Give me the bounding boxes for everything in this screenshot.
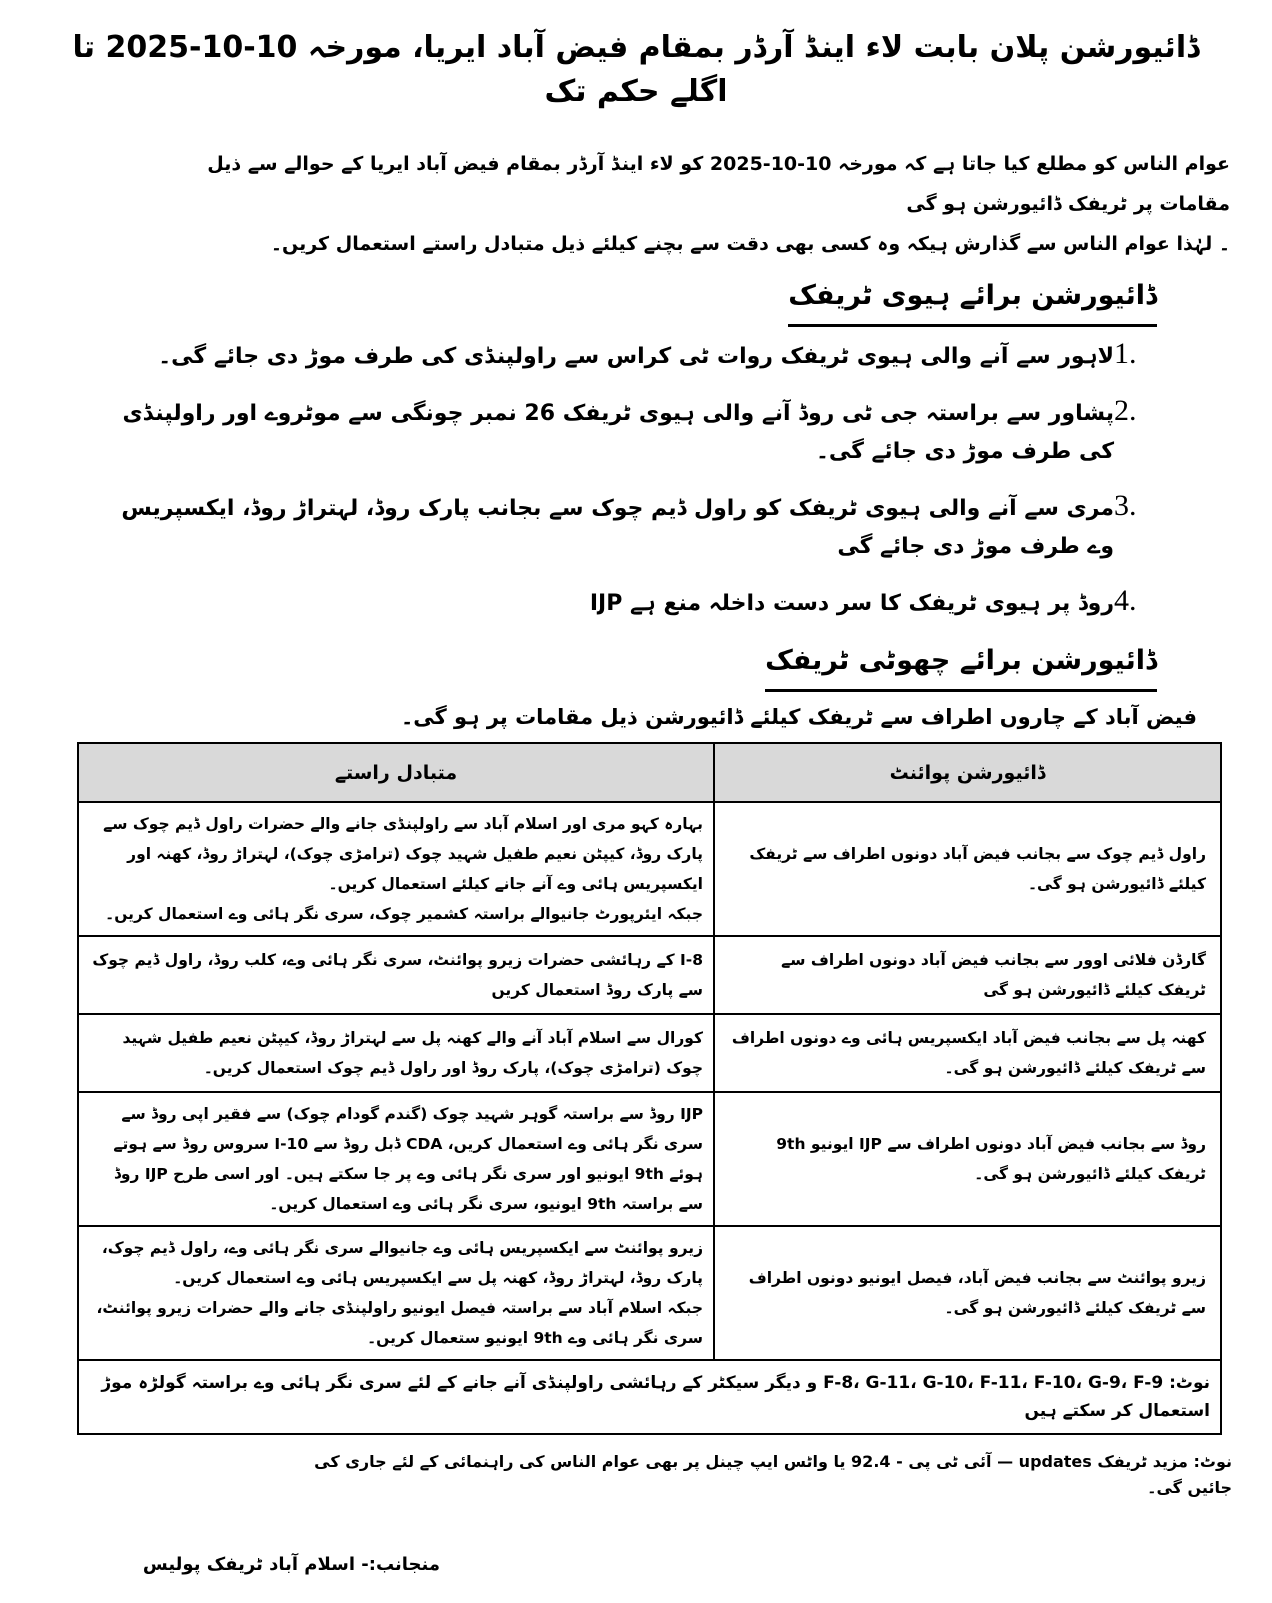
cell-alternate-route [78,802,714,936]
item-text: پشاور سے براستہ جی ٹی روڈ آنے والی ہیوی ٹریفک 26 نمبر چونگی سے موٹروے اور راولپنڈی کی طرف موڑ دی جائے گی۔ [122,401,1114,464]
cell-alternate-route [78,1092,714,1226]
cell-alternate-route [78,1226,714,1360]
heavy-traffic-heading: ڈائیورشن برائے ہیوی ٹریفک [788,274,1157,327]
diversion-table [77,742,1222,1435]
route-text: جبکہ ایئرپورٹ جانیوالے براستہ کشمیر چوک، سری نگر ہائی وے استعمال کریں۔ [105,905,703,923]
header-diversion-point: ڈائیورشن پوائنٹ [714,743,1221,802]
light-traffic-heading: ڈائیورشن برائے چھوٹی ٹریفک [765,639,1157,692]
table-note-row [78,1360,1221,1434]
cell-alternate-route [78,936,714,1014]
table-row [78,936,1221,1014]
list-item [120,582,1160,623]
signature-wrap [140,1551,440,1579]
item-text: مری سے آنے والی ہیوی ٹریفک کو راول ڈیم چوک سے بجانب پارک روڈ، لہتراڑ روڈ، ایکسپریس وے طرف موڑ دی جائے گی [121,496,1114,559]
route-text: I-8 کے رہائشی حضرات زیرو پوائنٹ، سری نگر ہائی وے، کلب روڈ، راول ڈیم چوک سے پارک روڈ استعمال کریں [92,951,703,999]
light-traffic-heading-wrap [0,639,1157,692]
item-number: 2. [1114,394,1137,427]
table-row [78,802,1221,936]
route-text: بہارہ کہو مری اور اسلام آباد سے راولپنڈی جانے والے حضرات راول ڈیم چوک سے پارک روڈ، کیپٹن نعیم طفیل شہید چوک (ترامڑی چوک)، لہتراڑ روڈ، کھنہ اور ایکسپریس ہائی وے آنے جانے کیلئے استعمال کریں۔ [103,815,703,893]
signature: منجانب:- اسلام آباد ٹریفک پولیس [142,1554,440,1575]
notice-title: ڈائیورشن پلان بابت لاء اینڈ آرڈر بمقام فیض آباد ایریا، مورخہ 10-10-2025 تا اگلے حکم تک [72,30,1200,109]
list-item [120,335,1160,376]
item-number: 1. [1114,337,1137,370]
intro-line: ۔ لہٰذا عوام الناس سے گذارش ہیکہ وہ کسی بھی دقت سے بچنے کیلئے ذیل متبادل راستے استعمال کریں۔ [270,233,1230,255]
cell-diversion-point: کھنہ پل سے بجانب فیض آباد ایکسپریس ہائی وے دونوں اطراف سے ٹریفک کیلئے ڈائیورشن ہو گی۔ [714,1014,1221,1092]
heavy-traffic-heading-wrap [0,274,1157,327]
cell-diversion-point: راول ڈیم چوک سے بجانب فیض آباد دونوں اطراف سے ٹریفک کیلئے ڈائیورشن ہو گی۔ [714,802,1221,936]
list-item [120,392,1160,471]
table-note: نوٹ: F-8، G-11، G-10، F-11، F-10، G-9، F-9 و دیگر سیکٹر کے رہائشی راولپنڈی آنے جانے کے لئے سری نگر ہائی وے براستہ گولڑہ موڑ استعمال کر سکتے ہیں [78,1360,1221,1434]
table-row [78,1092,1221,1226]
heavy-traffic-list [120,335,1160,623]
route-text: IJP روڈ سے براستہ گوہر شہید چوک (گندم گودام چوک) سے فقیر اپی روڈ سے سری نگر ہائی وے استعمال کریں، CDA ڈبل روڈ سے I-10 سروس روڈ سے ہوتے ہوئے 9th ایونیو اور سری نگر ہائی وے پر جا سکتے ہیں۔ اور اسی طرح IJP روڈ سے براستہ 9th ایونیو، سری نگر ہائی وے استعمال کریں۔ [113,1105,703,1213]
item-number: 3. [1114,489,1137,522]
cell-diversion-point: 9th ایونیو IJP روڈ سے بجانب فیض آباد دونوں اطراف سے ٹریفک کیلئے ڈائیورشن ہو گی۔ [714,1092,1221,1226]
route-text: جبکہ اسلام آباد سے براستہ فیصل ایونیو راولپنڈی جانے والے حضرات زیرو پوائنٹ، سری نگر ہائی وے 9th ایونیو ستعمال کریں۔ [96,1299,703,1347]
cell-alternate-route [78,1014,714,1092]
item-text: IJP روڈ پر ہیوی ٹریفک کا سر دست داخلہ منع ہے [589,591,1114,616]
cell-diversion-point: زیرو پوائنٹ سے بجانب فیض آباد، فیصل ایونیو دونوں اطراف سے ٹریفک کیلئے ڈائیورشن ہو گی۔ [714,1226,1221,1360]
footnote: نوٹ: مزید ٹریفک updates — آئی ٹی پی - 92.4 یا واٹس ایپ چینل پر بھی عوام الناس کی راہنمائی کے لئے جاری کی جائیں گی۔ [314,1452,1232,1497]
list-item [120,487,1160,566]
intro-paragraph [170,144,1230,264]
intro-line: عوام الناس کو مطلع کیا جاتا ہے کہ مورخہ 10-10-2025 کو لاء اینڈ آرڈر بمقام فیض آباد ایریا کے حوالے سے ذیل مقامات پر ٹریفک ڈائیورشن ہو گی [207,153,1230,215]
route-text: کورال سے اسلام آباد آنے والے کھنہ پل سے لہتراڑ روڈ، کیپٹن نعیم طفیل شہید چوک (ترامڑی چوک)، پارک روڈ اور راول ڈیم چوک استعمال کریں۔ [122,1029,703,1077]
table-row [78,1226,1221,1360]
item-number: 4. [1114,584,1137,617]
item-text: لاہور سے آنے والی ہیوی ٹریفک روات ٹی کراس سے راولپنڈی کی طرف موڑ دی جائے گی۔ [158,344,1114,369]
cell-diversion-point: گارڈن فلائی اوور سے بجانب فیض آباد دونوں اطراف سے ٹریفک کیلئے ڈائیورشن ہو گی [714,936,1221,1014]
light-traffic-subline: فیض آباد کے چاروں اطراف سے ٹریفک کیلئے ڈائیورشن ذیل مقامات پر ہو گی۔ [400,705,1197,729]
header-alternate-routes: متبادل راستے [78,743,714,802]
route-text: زیرو پوائنٹ سے ایکسپریس ہائی وے جانیوالے سری نگر ہائی وے، راول ڈیم چوک، پارک روڈ، لہتراڑ روڈ، کھنہ پل سے ایکسپریس ہائی وے استعمال کریں۔ [101,1239,703,1287]
table-row [78,1014,1221,1092]
table-header-row [78,743,1221,802]
